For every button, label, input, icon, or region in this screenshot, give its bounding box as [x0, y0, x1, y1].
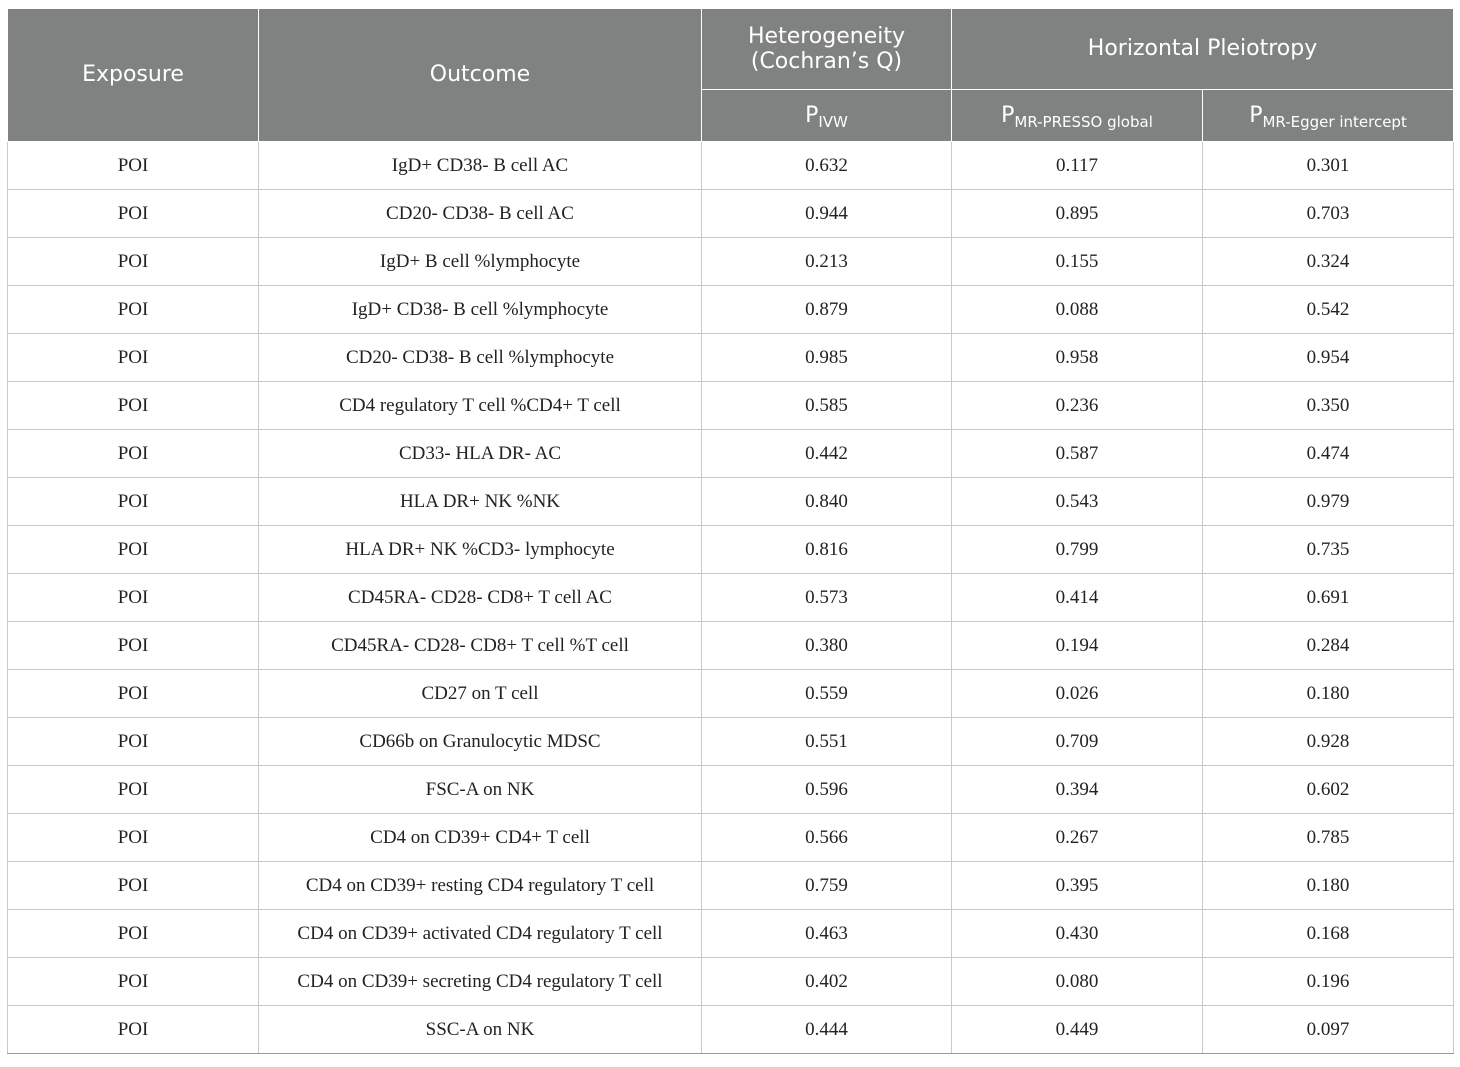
table-row [8, 334, 1454, 382]
cell-outcome: HLA DR+ NK %NK [259, 478, 702, 526]
header-p-ivw-base: P [805, 102, 819, 128]
cell-p-ivw: 0.442 [702, 430, 952, 478]
cell-p-ivw: 0.559 [702, 670, 952, 718]
table-row [8, 142, 1454, 190]
cell-p-ivw: 0.816 [702, 526, 952, 574]
header-p-presso-base: P [1001, 102, 1015, 128]
cell-p-presso: 0.026 [952, 670, 1203, 718]
cell-outcome: HLA DR+ NK %CD3- lymphocyte [259, 526, 702, 574]
table-row [8, 958, 1454, 1006]
header-p-egger [1203, 90, 1454, 142]
header-p-ivw [702, 90, 952, 142]
table-header [8, 9, 1454, 142]
header-exposure: Exposure [8, 9, 259, 142]
header-p-ivw-sub: IVW [818, 112, 848, 131]
cell-exposure: POI [8, 238, 259, 286]
cell-p-presso: 0.155 [952, 238, 1203, 286]
cell-p-egger: 0.954 [1203, 334, 1454, 382]
cell-p-egger: 0.168 [1203, 910, 1454, 958]
table-row [8, 286, 1454, 334]
cell-exposure: POI [8, 958, 259, 1006]
cell-p-ivw: 0.585 [702, 382, 952, 430]
cell-exposure: POI [8, 766, 259, 814]
cell-p-presso: 0.449 [952, 1006, 1203, 1054]
table-body [8, 142, 1454, 1054]
cell-p-ivw: 0.573 [702, 574, 952, 622]
cell-p-ivw: 0.985 [702, 334, 952, 382]
header-heterogeneity-line1: Heterogeneity [748, 23, 905, 49]
cell-exposure: POI [8, 814, 259, 862]
cell-outcome: CD20- CD38- B cell %lymphocyte [259, 334, 702, 382]
cell-p-presso: 0.958 [952, 334, 1203, 382]
table-row [8, 526, 1454, 574]
cell-p-presso: 0.430 [952, 910, 1203, 958]
cell-exposure: POI [8, 622, 259, 670]
cell-p-presso: 0.395 [952, 862, 1203, 910]
cell-p-ivw: 0.551 [702, 718, 952, 766]
cell-p-egger: 0.474 [1203, 430, 1454, 478]
cell-p-egger: 0.301 [1203, 142, 1454, 190]
cell-outcome: IgD+ CD38- B cell %lymphocyte [259, 286, 702, 334]
cell-outcome: IgD+ CD38- B cell AC [259, 142, 702, 190]
cell-p-ivw: 0.463 [702, 910, 952, 958]
cell-p-presso: 0.394 [952, 766, 1203, 814]
table-row [8, 622, 1454, 670]
cell-p-egger: 0.735 [1203, 526, 1454, 574]
cell-p-egger: 0.691 [1203, 574, 1454, 622]
table-row [8, 670, 1454, 718]
header-p-presso-sub: MR-PRESSO global [1014, 112, 1153, 131]
cell-p-egger: 0.324 [1203, 238, 1454, 286]
cell-p-presso: 0.194 [952, 622, 1203, 670]
cell-outcome: SSC-A on NK [259, 1006, 702, 1054]
cell-exposure: POI [8, 334, 259, 382]
table-row [8, 478, 1454, 526]
cell-p-presso: 0.543 [952, 478, 1203, 526]
results-table [7, 8, 1454, 1054]
table-row [8, 814, 1454, 862]
cell-exposure: POI [8, 190, 259, 238]
cell-outcome: CD20- CD38- B cell AC [259, 190, 702, 238]
cell-p-ivw: 0.879 [702, 286, 952, 334]
cell-p-egger: 0.703 [1203, 190, 1454, 238]
cell-p-egger: 0.542 [1203, 286, 1454, 334]
table-row [8, 766, 1454, 814]
cell-outcome: CD4 regulatory T cell %CD4+ T cell [259, 382, 702, 430]
cell-exposure: POI [8, 1006, 259, 1054]
cell-p-egger: 0.097 [1203, 1006, 1454, 1054]
cell-outcome: CD4 on CD39+ activated CD4 regulatory T cell [259, 910, 702, 958]
cell-p-presso: 0.709 [952, 718, 1203, 766]
cell-p-egger: 0.284 [1203, 622, 1454, 670]
cell-p-presso: 0.236 [952, 382, 1203, 430]
table-row [8, 862, 1454, 910]
cell-p-egger: 0.979 [1203, 478, 1454, 526]
cell-p-ivw: 0.759 [702, 862, 952, 910]
header-heterogeneity [702, 9, 952, 90]
cell-p-presso: 0.267 [952, 814, 1203, 862]
cell-p-ivw: 0.840 [702, 478, 952, 526]
cell-p-egger: 0.196 [1203, 958, 1454, 1006]
cell-p-ivw: 0.596 [702, 766, 952, 814]
cell-outcome: CD45RA- CD28- CD8+ T cell AC [259, 574, 702, 622]
cell-p-presso: 0.088 [952, 286, 1203, 334]
cell-p-presso: 0.414 [952, 574, 1203, 622]
table-row [8, 430, 1454, 478]
cell-exposure: POI [8, 862, 259, 910]
cell-outcome: CD33- HLA DR- AC [259, 430, 702, 478]
cell-outcome: CD4 on CD39+ secreting CD4 regulatory T cell [259, 958, 702, 1006]
cell-outcome: CD4 on CD39+ CD4+ T cell [259, 814, 702, 862]
cell-outcome: CD66b on Granulocytic MDSC [259, 718, 702, 766]
table-row [8, 382, 1454, 430]
table-row [8, 910, 1454, 958]
cell-p-ivw: 0.944 [702, 190, 952, 238]
cell-exposure: POI [8, 286, 259, 334]
header-p-presso [952, 90, 1203, 142]
header-p-egger-sub: MR-Egger intercept [1262, 112, 1407, 131]
cell-p-ivw: 0.380 [702, 622, 952, 670]
cell-p-egger: 0.602 [1203, 766, 1454, 814]
cell-p-presso: 0.080 [952, 958, 1203, 1006]
cell-exposure: POI [8, 718, 259, 766]
table-row [8, 1006, 1454, 1054]
cell-exposure: POI [8, 478, 259, 526]
cell-outcome: IgD+ B cell %lymphocyte [259, 238, 702, 286]
cell-p-presso: 0.799 [952, 526, 1203, 574]
table-row [8, 238, 1454, 286]
table-row [8, 718, 1454, 766]
cell-p-egger: 0.180 [1203, 862, 1454, 910]
cell-p-ivw: 0.444 [702, 1006, 952, 1054]
cell-outcome: CD4 on CD39+ resting CD4 regulatory T cell [259, 862, 702, 910]
cell-p-egger: 0.180 [1203, 670, 1454, 718]
header-horizontal-pleiotropy: Horizontal Pleiotropy [952, 9, 1454, 90]
cell-exposure: POI [8, 670, 259, 718]
cell-outcome: FSC-A on NK [259, 766, 702, 814]
cell-p-egger: 0.928 [1203, 718, 1454, 766]
cell-exposure: POI [8, 142, 259, 190]
table-row [8, 190, 1454, 238]
cell-p-presso: 0.117 [952, 142, 1203, 190]
cell-exposure: POI [8, 430, 259, 478]
cell-outcome: CD27 on T cell [259, 670, 702, 718]
header-p-egger-base: P [1249, 102, 1263, 128]
cell-p-ivw: 0.632 [702, 142, 952, 190]
header-heterogeneity-line2: (Cochran’s Q) [750, 49, 903, 74]
cell-p-egger: 0.350 [1203, 382, 1454, 430]
cell-p-presso: 0.587 [952, 430, 1203, 478]
cell-p-presso: 0.895 [952, 190, 1203, 238]
cell-exposure: POI [8, 910, 259, 958]
cell-p-ivw: 0.213 [702, 238, 952, 286]
cell-p-egger: 0.785 [1203, 814, 1454, 862]
cell-p-ivw: 0.402 [702, 958, 952, 1006]
cell-p-ivw: 0.566 [702, 814, 952, 862]
cell-exposure: POI [8, 574, 259, 622]
header-outcome: Outcome [259, 9, 702, 142]
table-row [8, 574, 1454, 622]
cell-outcome: CD45RA- CD28- CD8+ T cell %T cell [259, 622, 702, 670]
cell-exposure: POI [8, 382, 259, 430]
cell-exposure: POI [8, 526, 259, 574]
